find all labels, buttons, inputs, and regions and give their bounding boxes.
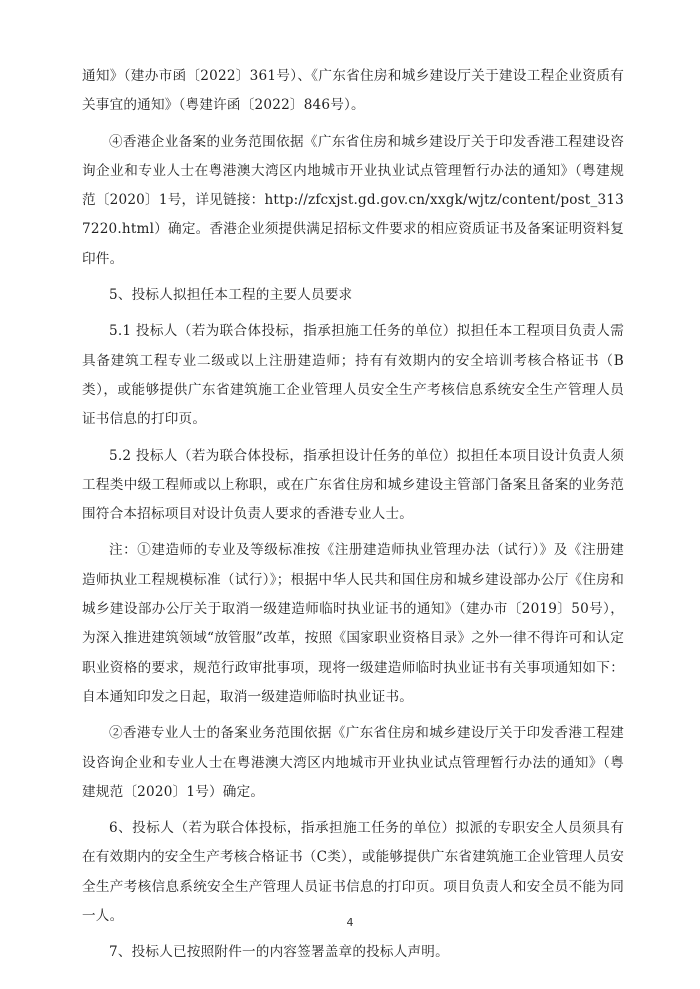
note-hk-professional-scope: ②香港专业人士的备案业务范围依据《广东省住房和城乡建设厅关于印发香港工程建设咨询企业和专业人士在粤港澳大湾区内地城市开业执业试点管理暂行办法的通知》（粤建规范〔2020〕1号）确定。 (82, 725, 624, 800)
paragraph-design-lead: 5.2 投标人（若为联合体投标，指承担设计任务的单位）拟担任本项目设计负责人须工程类中级工程师或以上称职，或在广东省住房和城乡建设主管部门备案且备案的业务范围符合本招标项目对设计负责人要求的香港专业人士。 (82, 447, 624, 523)
paragraph-project-manager: 5.1 投标人（若为联合体投标，指承担施工任务的单位）拟担任本工程项目负责人需具备建筑工程专业二级或以上注册建造师；持有有效期内的安全培训考核合格证书（B类），或能够提供广东省建筑施工企业管理人员安全生产考核信息系统安全生产管理人员证书信息的打印页。 (82, 323, 624, 428)
document-body (82, 62, 624, 975)
paragraph-hk-enterprise-scope: ④香港企业备案的业务范围依据《广东省住房和城乡建设厅关于印发香港工程建设咨询企业和专业人士在粤港澳大湾区内地城市开业执业试点管理暂行办法的通知》（粤建规范〔2020〕1号，详见链接：http://zfcxjst.gd.gov.cn/xxgk/wjtz/content/post_3137220.html）确定。香港企业须提供满足招标文件要求的相应资质证书及备案证明资料复印件。 (82, 133, 624, 267)
note-constructor-standards: 注：①建造师的专业及等级标准按《注册建造师执业管理办法（试行）》及《注册建造师执业工程规模标准（试行）》；根据中华人民共和国住房和城乡建设部办公厅《住房和城乡建设部办公厅关于取消一级建造师临时执业证书的通知》（建办市〔2019〕50号），为深入推进建筑领域“放管服”改革，按照《国家职业资格目录》之外一律不得许可和认定职业资格的要求，规范行政审批事项，现将一级建造师临时执业证书有关事项通知如下：自本通知印发之日起，取消一级建造师临时执业证书。 (82, 542, 624, 705)
section-heading-personnel: 5、投标人拟担任本工程的主要人员要求 (109, 287, 353, 304)
paragraph-safety-officer: 6、投标人（若为联合体投标，指承担施工任务的单位）拟派的专职安全人员须具有在有效期内的安全生产考核合格证书（C类），或能够提供广东省建筑施工企业管理人员安全生产考核信息系统安全生产管理人员证书信息的打印页。项目负责人和安全员不能为同一人。 (82, 820, 624, 925)
paragraph-notice-citation: 通知》（建办市函〔2022〕361号）、《广东省住房和城乡建设厅关于建设工程企业资质有关事宜的通知》（粤建许函〔2022〕846号）。 (82, 68, 624, 114)
page-number: 4 (346, 916, 354, 929)
paragraph-bidder-declaration: 7、投标人已按照附件一的内容签署盖章的投标人声明。 (109, 944, 449, 961)
